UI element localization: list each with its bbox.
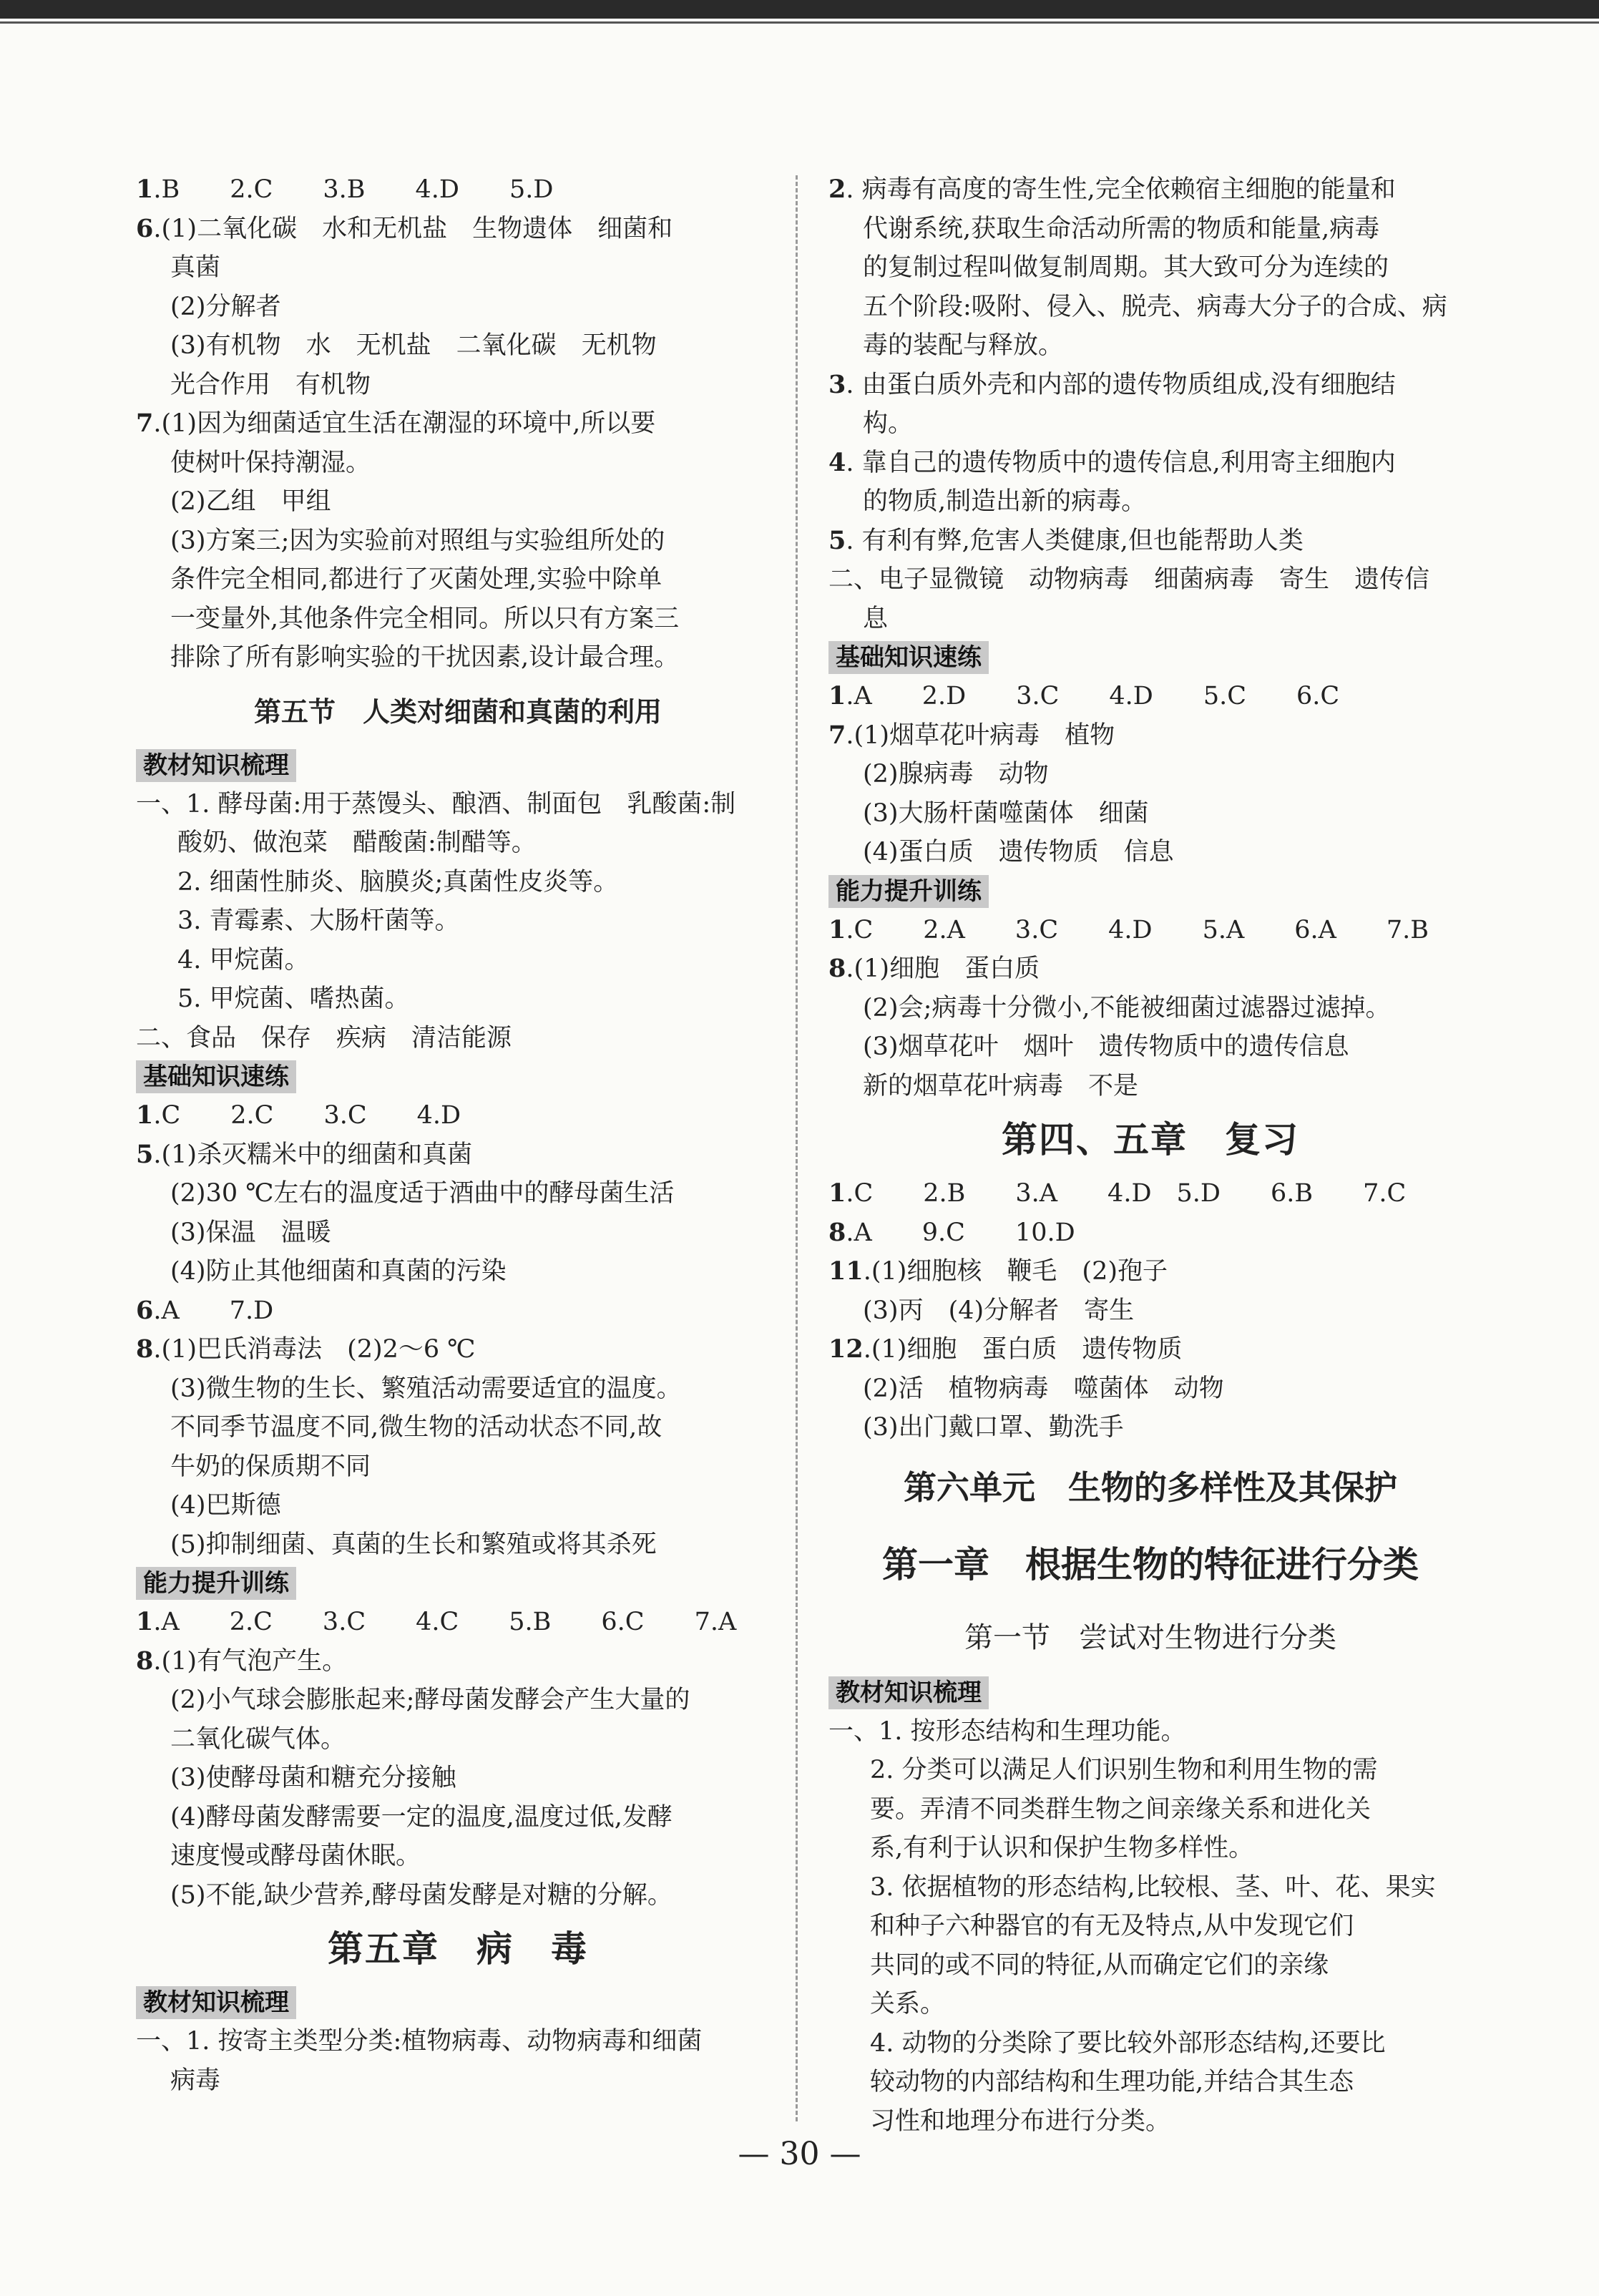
answer-line xyxy=(828,1252,1472,1291)
answer-text: 排除了所有影响实验的干扰因素,设计最合理。 xyxy=(170,643,680,672)
answer-text: 3. 依据植物的形态结构,比较根、茎、叶、花、果实 xyxy=(870,1872,1436,1902)
answer-text: 的复制过程叫做复制周期。其大致可分为连续的 xyxy=(863,253,1389,282)
answer-text: 代谢系统,获取生命活动所需的物质和能量,病毒 xyxy=(863,214,1380,243)
question-number: 2 xyxy=(828,175,846,204)
answer-text: .A 2.D 3.C 4.D 5.C 6.C xyxy=(846,682,1340,710)
question-number: 8 xyxy=(136,1334,154,1364)
answer-line xyxy=(136,366,780,405)
answer-line xyxy=(828,248,1472,288)
answer-line xyxy=(828,794,1472,834)
answer-line xyxy=(136,1486,780,1525)
answer-text: (4)防止其他细菌和真菌的污染 xyxy=(170,1257,507,1286)
answer-line xyxy=(136,1876,780,1915)
question-number: 5 xyxy=(136,1139,154,1169)
section-tag-row xyxy=(136,1057,780,1096)
answer-line xyxy=(828,2024,1472,2063)
question-number: 7 xyxy=(136,409,154,438)
answer-line xyxy=(136,600,780,639)
answer-text: .A 7.D xyxy=(153,1296,274,1325)
answer-text: (3)保温 温暖 xyxy=(170,1218,331,1247)
answer-line xyxy=(828,1213,1472,1253)
answer-line xyxy=(136,1681,780,1720)
section-tag-row xyxy=(136,1564,780,1603)
question-number: 12 xyxy=(828,1334,864,1364)
answer-line xyxy=(136,248,780,288)
answer-text: (5)不能,缺少营养,酵母菌发酵是对糖的分解。 xyxy=(170,1880,673,1910)
answer-text: .A 2.C 3.C 4.C 5.B 6.C 7.A xyxy=(153,1608,737,1636)
answer-text: (2)30 ℃左右的温度适于酒曲中的酵母菌生活 xyxy=(170,1179,675,1208)
section-tag: 基础知识速练 xyxy=(828,641,989,674)
answer-text: (2)乙组 甲组 xyxy=(170,487,331,516)
left-column xyxy=(136,170,780,2100)
answer-line xyxy=(828,404,1472,444)
answer-text: 息 xyxy=(863,604,889,633)
answer-line xyxy=(828,989,1472,1028)
answer-line xyxy=(828,560,1472,600)
answer-line xyxy=(136,1174,780,1213)
answer-text: 一变量外,其他条件完全相同。所以只有方案三 xyxy=(170,604,680,633)
answer-text: 新的烟草花叶病毒 不是 xyxy=(863,1071,1139,1100)
answer-text: (2)腺病毒 动物 xyxy=(863,760,1049,788)
answer-text: 真菌 xyxy=(170,253,221,282)
answer-line xyxy=(828,1946,1472,1985)
answer-line xyxy=(828,1027,1472,1067)
chapter-heading: 第四、五章 复习 xyxy=(1002,1118,1299,1161)
answer-line xyxy=(136,522,780,561)
section-tag: 教材知识梳理 xyxy=(828,1676,989,1709)
answer-text: . 病毒有高度的寄生性,完全依赖宿主细胞的能量和 xyxy=(846,175,1396,204)
answer-line xyxy=(828,2063,1472,2102)
answer-line xyxy=(136,1213,780,1253)
answer-line xyxy=(828,366,1472,405)
top-border-bar xyxy=(0,0,1599,19)
answer-line xyxy=(136,482,780,522)
answer-text: 酸奶、做泡菜 醋酸菌:制醋等。 xyxy=(177,829,537,857)
answer-text: 条件完全相同,都进行了灭菌处理,实验中除单 xyxy=(170,565,662,594)
answer-text: (3)出门戴口罩、勤洗手 xyxy=(863,1413,1124,1442)
answer-text: .B 2.C 3.B 4.D 5.D xyxy=(153,175,554,204)
answer-line xyxy=(136,1291,780,1331)
answer-line xyxy=(136,210,780,249)
section-tag: 教材知识梳理 xyxy=(136,1986,296,2019)
answer-line xyxy=(828,522,1472,561)
answer-line xyxy=(136,1837,780,1876)
answer-text: .C 2.B 3.A 4.D 5.D 6.B 7.C xyxy=(846,1179,1407,1208)
answer-line xyxy=(136,902,780,941)
answer-line xyxy=(136,1369,780,1409)
answer-line xyxy=(828,949,1472,989)
answer-line xyxy=(828,1330,1472,1369)
answer-line xyxy=(828,1408,1472,1447)
answer-text: (5)抑制细菌、真菌的生长和繁殖或将其杀死 xyxy=(170,1530,657,1559)
answer-line xyxy=(828,288,1472,327)
answer-line xyxy=(136,170,780,210)
answer-line xyxy=(136,1408,780,1447)
question-number: 8 xyxy=(828,1217,846,1247)
answer-line xyxy=(828,911,1472,950)
section-tag-row xyxy=(136,1983,780,2022)
question-number: 1 xyxy=(828,1178,846,1208)
answer-text: (4)巴斯德 xyxy=(170,1491,281,1520)
question-number: 6 xyxy=(136,1295,154,1325)
answer-text: (2)分解者 xyxy=(170,292,281,321)
answer-text: .(1)细胞 蛋白质 xyxy=(846,954,1040,983)
answer-line xyxy=(828,482,1472,522)
answer-text: 共同的或不同的特征,从而确定它们的亲缘 xyxy=(870,1950,1329,1980)
answer-line xyxy=(828,1174,1472,1213)
answer-text: .(1)因为细菌适宜生活在潮湿的环境中,所以要 xyxy=(153,409,656,438)
answer-line xyxy=(828,600,1472,639)
question-number: 11 xyxy=(828,1256,864,1286)
right-column xyxy=(828,170,1472,2141)
answer-text: (3)微生物的生长、繁殖活动需要适宜的温度。 xyxy=(170,1374,682,1403)
answer-text: .C 2.A 3.C 4.D 5.A 6.A 7.B xyxy=(846,915,1429,944)
answer-text: .(1)细胞核 鞭毛 (2)孢子 xyxy=(863,1257,1168,1286)
answer-text: 一、1. 按形态结构和生理功能。 xyxy=(828,1716,1186,1746)
answer-text: (3)使酵母菌和糖充分接触 xyxy=(170,1764,456,1792)
top-border-line xyxy=(0,21,1599,24)
answer-line xyxy=(828,1712,1472,1752)
answer-line xyxy=(136,980,780,1019)
answer-text: .C 2.C 3.C 4.D xyxy=(153,1101,461,1130)
answer-line xyxy=(828,1369,1472,1409)
answer-line xyxy=(136,863,780,902)
answer-line xyxy=(136,1759,780,1798)
page-number: — 30 — xyxy=(738,2136,861,2172)
question-number: 1 xyxy=(136,175,154,204)
answer-text: 4. 甲烷菌。 xyxy=(177,945,310,974)
column-divider xyxy=(796,175,798,2121)
section-tag-row xyxy=(136,746,780,785)
answer-text: .A 9.C 10.D xyxy=(846,1218,1075,1247)
answer-text: 4. 动物的分类除了要比较外部形态结构,还要比 xyxy=(870,2028,1386,2058)
section-heading: 第一节 尝试对生物进行分类 xyxy=(964,1621,1336,1654)
answer-text: . 由蛋白质外壳和内部的遗传物质组成,没有细胞结 xyxy=(846,370,1396,399)
answer-line xyxy=(828,2102,1472,2141)
answer-text: (3)丙 (4)分解者 寄生 xyxy=(863,1296,1135,1325)
question-number: 1 xyxy=(136,1607,154,1636)
answer-text: 牛奶的保质期不同 xyxy=(170,1452,371,1481)
answer-text: .(1)有气泡产生。 xyxy=(153,1646,348,1676)
question-number: 8 xyxy=(136,1646,154,1676)
question-number: 4 xyxy=(828,447,846,477)
answer-line xyxy=(136,404,780,444)
answer-text: (4)酵母菌发酵需要一定的温度,温度过低,发酵 xyxy=(170,1802,673,1832)
question-number: 7 xyxy=(828,720,846,750)
answer-line xyxy=(136,1135,780,1175)
question-number: 3 xyxy=(828,369,846,399)
answer-text: 构。 xyxy=(863,409,914,438)
answer-line xyxy=(136,2022,780,2061)
question-number: 5 xyxy=(828,525,846,555)
answer-text: 五个阶段:吸附、侵入、脱壳、病毒大分子的合成、病 xyxy=(863,292,1447,321)
answer-text: 使树叶保持潮湿。 xyxy=(170,448,371,477)
section-tag-row xyxy=(828,1674,1472,1712)
section-tag: 基础知识速练 xyxy=(136,1060,296,1093)
answer-line xyxy=(136,1798,780,1837)
question-number: 1 xyxy=(828,681,846,710)
answer-text: (3)大肠杆菌噬菌体 细菌 xyxy=(863,798,1149,828)
answer-text: 较动物的内部结构和生理功能,并结合其生态 xyxy=(870,2068,1354,2096)
answer-text: 2. 分类可以满足人们识别生物和利用生物的需 xyxy=(870,1756,1378,1784)
answer-text: 二、食品 保存 疾病 清洁能源 xyxy=(136,1023,512,1052)
answer-text: .(1)杀灭糯米中的细菌和真菌 xyxy=(153,1140,473,1169)
answer-text: 5. 甲烷菌、嗜热菌。 xyxy=(177,985,410,1013)
answer-text: (3)烟草花叶 烟叶 遗传物质中的遗传信息 xyxy=(863,1032,1349,1061)
answer-line xyxy=(136,1447,780,1487)
section-tag: 能力提升训练 xyxy=(828,875,989,908)
answer-line xyxy=(136,1252,780,1291)
answer-line xyxy=(136,444,780,483)
answer-line xyxy=(136,1019,780,1058)
answer-line xyxy=(828,677,1472,716)
answer-text: .(1)二氧化碳 水和无机盐 生物遗体 细菌和 xyxy=(153,214,673,243)
answer-line xyxy=(828,326,1472,366)
answer-text: 二、电子显微镜 动物病毒 细菌病毒 寄生 遗传信 xyxy=(828,565,1430,594)
answer-line xyxy=(136,2061,780,2101)
answer-text: (3)方案三;因为实验前对照组与实验组所处的 xyxy=(170,526,665,555)
answer-line xyxy=(136,824,780,863)
answer-line xyxy=(136,1525,780,1565)
answer-text: .(1)细胞 蛋白质 遗传物质 xyxy=(863,1335,1183,1364)
answer-line xyxy=(136,1603,780,1642)
section-heading: 第五节 人类对细菌和真菌的利用 xyxy=(253,695,662,728)
answer-text: 的物质,制造出新的病毒。 xyxy=(863,487,1147,516)
answer-line xyxy=(828,716,1472,756)
section-tag: 能力提升训练 xyxy=(136,1567,296,1600)
answer-line xyxy=(828,1829,1472,1868)
answer-text: 光合作用 有机物 xyxy=(170,370,371,399)
answer-text: 二氧化碳气体。 xyxy=(170,1724,346,1754)
answer-line xyxy=(136,560,780,600)
answer-line xyxy=(828,755,1472,794)
answer-text: 速度慢或酵母菌休眠。 xyxy=(170,1842,421,1870)
answer-line xyxy=(828,170,1472,210)
question-number: 6 xyxy=(136,213,154,243)
answer-line xyxy=(136,941,780,980)
answer-line xyxy=(136,326,780,366)
answer-text: 不同季节温度不同,微生物的活动状态不同,故 xyxy=(170,1413,662,1442)
answer-text: 2. 细菌性肺炎、脑膜炎;真菌性皮炎等。 xyxy=(177,867,619,897)
answer-text: 3. 青霉素、大肠杆菌等。 xyxy=(177,907,460,935)
section-tag-row xyxy=(828,638,1472,677)
answer-text: (2)活 植物病毒 噬菌体 动物 xyxy=(863,1374,1224,1403)
answer-line xyxy=(828,1907,1472,1946)
answer-text: 毒的装配与释放。 xyxy=(863,331,1064,360)
answer-text: 要。弄清不同类群生物之间亲缘关系和进化关 xyxy=(870,1794,1371,1824)
answer-line xyxy=(828,1985,1472,2024)
answer-text: (2)小气球会膨胀起来;酵母菌发酵会产生大量的 xyxy=(170,1686,690,1714)
answer-line xyxy=(136,1642,780,1681)
question-number: 8 xyxy=(828,954,846,983)
answer-text: . 有利有弊,危害人类健康,但也能帮助人类 xyxy=(846,526,1304,555)
section-tag: 教材知识梳理 xyxy=(136,749,296,782)
question-number: 1 xyxy=(828,914,846,944)
answer-line xyxy=(136,785,780,824)
answer-line xyxy=(136,1096,780,1135)
answer-line xyxy=(136,638,780,678)
answer-text: . 靠自己的遗传物质中的遗传信息,利用寄主细胞内 xyxy=(846,448,1396,477)
answer-line xyxy=(828,444,1472,483)
unit-heading: 第六单元 生物的多样性及其保护 xyxy=(904,1467,1397,1507)
answer-line xyxy=(136,288,780,327)
answer-line xyxy=(828,210,1472,249)
answer-text: 系,有利于认识和保护生物多样性。 xyxy=(870,1834,1254,1862)
section-tag-row xyxy=(828,872,1472,911)
answer-line xyxy=(136,1330,780,1369)
answer-text: .(1)烟草花叶病毒 植物 xyxy=(846,720,1115,750)
answer-text: 关系。 xyxy=(870,1990,946,2018)
answer-text: (4)蛋白质 遗传物质 信息 xyxy=(863,838,1174,866)
answer-line xyxy=(828,1790,1472,1830)
chapter-heading: 第一章 根据生物的特征进行分类 xyxy=(882,1543,1419,1586)
answer-line xyxy=(828,1751,1472,1790)
answer-line xyxy=(828,1291,1472,1331)
answer-text: (3)有机物 水 无机盐 二氧化碳 无机物 xyxy=(170,331,657,360)
answer-text: .(1)巴氏消毒法 (2)2～6 ℃ xyxy=(153,1335,476,1364)
answer-text: 和种子六种器官的有无及特点,从中发现它们 xyxy=(870,1912,1354,1940)
answer-text: 病毒 xyxy=(170,2066,221,2095)
question-number: 1 xyxy=(136,1100,154,1130)
answer-text: 习性和地理分布进行分类。 xyxy=(870,2106,1171,2136)
answer-line xyxy=(828,833,1472,872)
answer-line xyxy=(136,1720,780,1759)
answer-line xyxy=(828,1868,1472,1907)
answer-text: 一、1. 按寄主类型分类:植物病毒、动物病毒和细菌 xyxy=(136,2027,703,2056)
answer-text: (2)会;病毒十分微小,不能被细菌过滤器过滤掉。 xyxy=(863,993,1391,1022)
chapter-heading: 第五章 病 毒 xyxy=(328,1928,588,1970)
answer-line xyxy=(828,1067,1472,1106)
answer-text: 一、1. 酵母菌:用于蒸馒头、酿酒、制面包 乳酸菌:制 xyxy=(136,789,736,819)
